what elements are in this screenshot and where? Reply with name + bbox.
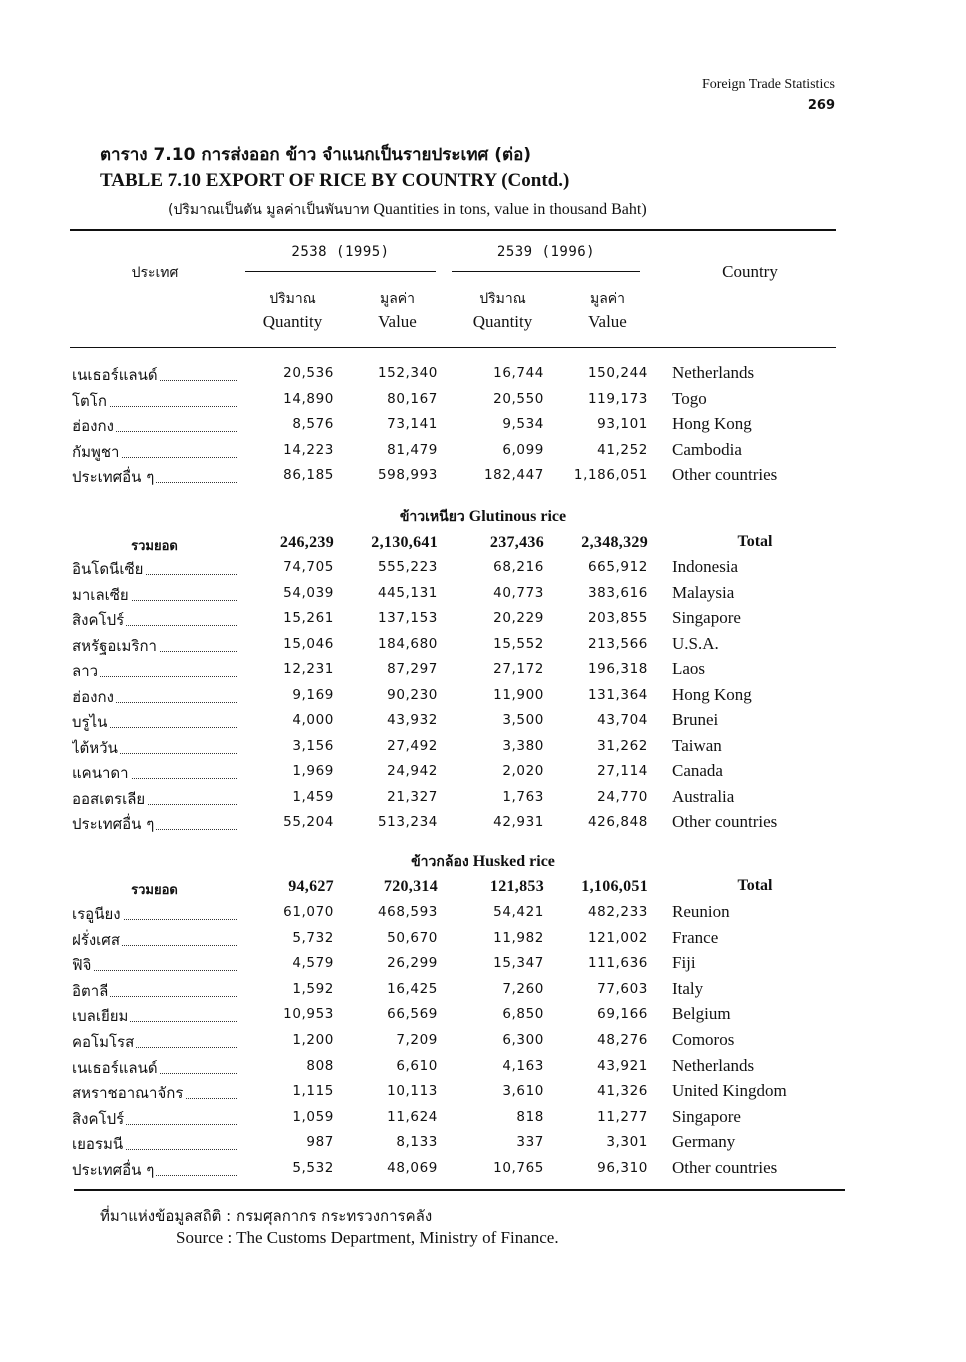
table-row xyxy=(0,465,966,490)
value-1995: 66,569 xyxy=(387,1006,438,1023)
country-name-thai: ฟิจิ xyxy=(72,953,237,977)
total-row xyxy=(0,876,966,901)
value-1995: 27,492 xyxy=(387,737,438,754)
source-note-english: Source : The Customs Department, Ministry of Finance. xyxy=(176,1228,559,1247)
country-name-english: Malaysia xyxy=(672,582,735,602)
quantity-1995: 15,261 xyxy=(283,610,334,626)
table-row xyxy=(0,659,966,684)
value-1996: 196,318 xyxy=(587,661,648,677)
value-1995: 184,680 xyxy=(377,635,438,652)
value-1996: 203,855 xyxy=(587,610,648,626)
quantity-1995: 1,200 xyxy=(292,1032,334,1048)
value-1996: 150,244 xyxy=(587,365,648,381)
country-name-english: Reunion xyxy=(672,902,730,921)
value-1996: 383,616 xyxy=(587,584,648,601)
country-name-english: Comoros xyxy=(672,1030,735,1049)
quantity-1996: 9,534 xyxy=(502,416,544,433)
table-row xyxy=(0,363,966,388)
table-row xyxy=(0,761,966,786)
table-row xyxy=(0,685,966,710)
total-value-1995: 2,130,641 xyxy=(371,534,438,551)
quantity-1995: 4,579 xyxy=(292,955,334,972)
units-note xyxy=(168,199,647,221)
quantity-1995: 61,070 xyxy=(283,904,334,920)
value-1995: 555,223 xyxy=(377,559,438,575)
country-name-english: Other countries xyxy=(672,812,778,831)
country-name-english: Brunei xyxy=(672,710,719,729)
total-quantity-1996: 237,436 xyxy=(489,534,544,551)
value-1995: 468,593 xyxy=(377,904,438,920)
value-1996: 43,704 xyxy=(597,712,648,728)
country-name-english: Laos xyxy=(672,659,706,678)
value-1995: 11,624 xyxy=(387,1108,438,1125)
country-name-thai: แคนาดา xyxy=(72,761,237,785)
country-name-english: Hong Kong xyxy=(672,684,752,704)
value-1996: 48,276 xyxy=(597,1032,648,1048)
total-label-thai: รวมยอด xyxy=(131,883,178,898)
value-1995: 90,230 xyxy=(387,686,438,703)
value-1995: 598,993 xyxy=(377,467,438,484)
country-name-english: Other countries xyxy=(672,465,778,485)
quantity-1995: 20,536 xyxy=(283,365,334,381)
country-name-english: Italy xyxy=(672,978,704,998)
value-1995: 445,131 xyxy=(377,584,438,601)
total-quantity-1996: 121,853 xyxy=(489,878,544,895)
quantity-1996: 68,216 xyxy=(493,559,544,575)
year1-underline xyxy=(245,271,436,272)
quantity-1996: 337 xyxy=(516,1134,544,1151)
quantity-1996: 16,744 xyxy=(493,365,544,381)
value-1995: 513,234 xyxy=(377,814,438,830)
column-header-value-thai-1996: มูลค่า xyxy=(589,291,626,307)
country-name-english: France xyxy=(672,927,719,947)
quantity-1996: 818 xyxy=(516,1108,544,1125)
column-header-year-1995: 2538 (1995) xyxy=(291,244,390,260)
table-row xyxy=(0,736,966,761)
value-1996: 69,166 xyxy=(597,1006,648,1023)
country-name-thai: บรูไน xyxy=(72,710,237,734)
quantity-1995: 1,459 xyxy=(292,788,334,805)
running-header-title: Foreign Trade Statistics xyxy=(701,77,835,92)
country-name-english: Togo xyxy=(672,388,707,408)
value-1996: 3,301 xyxy=(606,1134,648,1151)
table-row xyxy=(0,710,966,735)
table-row xyxy=(0,583,966,608)
country-name-thai: เบลเยียม xyxy=(72,1004,237,1028)
total-quantity-1995: 94,627 xyxy=(288,878,334,895)
country-name-thai: อินโดนีเซีย xyxy=(72,557,237,581)
table-row xyxy=(0,928,966,953)
quantity-1995: 1,592 xyxy=(292,980,334,997)
quantity-1995: 1,969 xyxy=(292,763,334,779)
total-label-english: Total xyxy=(737,533,773,550)
quantity-1996: 20,229 xyxy=(493,610,544,626)
country-name-thai: กัมพูชา xyxy=(72,440,237,464)
quantity-1996: 40,773 xyxy=(493,584,544,601)
value-1995: 152,340 xyxy=(377,365,438,381)
total-label-english: Total xyxy=(737,877,773,894)
value-1995: 16,425 xyxy=(387,980,438,997)
value-1996: 131,364 xyxy=(587,686,648,703)
country-name-english: Cambodia xyxy=(672,439,742,459)
country-name-english: Netherlands xyxy=(672,363,755,382)
value-1996: 482,233 xyxy=(587,904,648,920)
quantity-1996: 15,552 xyxy=(493,635,544,652)
quantity-1995: 55,204 xyxy=(283,814,334,830)
country-name-english: Canada xyxy=(672,761,723,780)
column-header-value-thai-1995: มูลค่า xyxy=(379,291,416,307)
section-heading-husked-english: Husked rice xyxy=(472,853,555,870)
country-name-thai: ฮ่องกง xyxy=(72,685,237,709)
column-header-qty-thai-1996: ปริมาณ xyxy=(479,291,526,307)
quantity-1996: 20,550 xyxy=(493,390,544,407)
value-1996: 93,101 xyxy=(597,416,648,433)
quantity-1996: 6,300 xyxy=(502,1032,544,1048)
value-1995: 7,209 xyxy=(396,1032,438,1048)
quantity-1996: 11,982 xyxy=(493,929,544,946)
value-1996: 1,186,051 xyxy=(573,467,648,484)
quantity-1996: 11,900 xyxy=(493,686,544,703)
value-1996: 43,921 xyxy=(597,1057,648,1074)
running-header xyxy=(702,74,835,116)
value-1995: 21,327 xyxy=(387,788,438,805)
country-name-english: Singapore xyxy=(672,1106,741,1126)
quantity-1996: 54,421 xyxy=(493,904,544,920)
country-name-thai: สิงคโปร์ xyxy=(72,1107,237,1131)
value-1996: 213,566 xyxy=(587,635,648,652)
country-name-thai: ฝรั่งเศส xyxy=(72,928,237,952)
total-label-thai: รวมยอด xyxy=(131,539,178,554)
table-row xyxy=(0,1132,966,1157)
country-name-english: Netherlands xyxy=(672,1055,755,1075)
country-name-thai: สิงคโปร์ xyxy=(72,608,237,632)
table-row xyxy=(0,979,966,1004)
country-name-thai: ไต้หวัน xyxy=(72,736,237,760)
value-1995: 6,610 xyxy=(396,1057,438,1074)
quantity-1995: 10,953 xyxy=(283,1006,334,1023)
value-1996: 121,002 xyxy=(587,929,648,946)
units-note-thai: (ปริมาณเป็นตัน มูลค่าเป็นพันบาท xyxy=(168,202,370,218)
table-row xyxy=(0,557,966,582)
table-top-rule xyxy=(70,229,836,231)
total-row xyxy=(0,532,966,557)
country-name-thai: เยอรมนี xyxy=(72,1132,237,1156)
section-heading-glutinous-english: Glutinous rice xyxy=(468,508,567,525)
section-heading-husked xyxy=(0,851,966,873)
country-name-thai: โตโก xyxy=(72,389,237,413)
value-1996: 77,603 xyxy=(597,980,648,997)
quantity-1995: 15,046 xyxy=(283,635,334,652)
quantity-1995: 1,059 xyxy=(292,1108,334,1125)
table-row xyxy=(0,812,966,837)
quantity-1996: 10,765 xyxy=(493,1160,544,1176)
quantity-1996: 182,447 xyxy=(483,467,544,484)
value-1995: 87,297 xyxy=(387,661,438,677)
country-name-english: Singapore xyxy=(672,608,741,627)
column-header-value-english-1995: Value xyxy=(378,312,417,331)
value-1995: 26,299 xyxy=(387,955,438,972)
country-name-english: U.S.A. xyxy=(672,633,719,653)
column-header-qty-english-1996: Quantity xyxy=(472,312,533,331)
country-name-thai: เนเธอร์แลนด์ xyxy=(72,363,237,387)
header-bottom-rule xyxy=(70,347,836,348)
value-1995: 81,479 xyxy=(387,441,438,458)
country-name-thai: มาเลเซีย xyxy=(72,583,237,607)
country-name-thai: ประเทศอื่น ๆ xyxy=(72,465,237,489)
value-1996: 665,912 xyxy=(587,559,648,575)
value-1996: 426,848 xyxy=(587,814,648,830)
page-number: 269 xyxy=(807,98,835,113)
column-header-qty-english-1995: Quantity xyxy=(262,312,323,331)
quantity-1995: 1,115 xyxy=(292,1083,334,1100)
table-row xyxy=(0,902,966,927)
column-header-country-english: Country xyxy=(722,262,778,281)
value-1996: 27,114 xyxy=(597,763,648,779)
country-name-thai: ลาว xyxy=(72,659,237,683)
table-title-thai: ตาราง 7.10 การส่งออก ข้าว จำแนกเป็นรายประเทศ (ต่อ) xyxy=(100,145,532,165)
quantity-1996: 4,163 xyxy=(502,1057,544,1074)
quantity-1995: 4,000 xyxy=(292,712,334,728)
country-name-thai: สหรัฐอเมริกา xyxy=(72,634,237,658)
value-1995: 137,153 xyxy=(377,610,438,626)
quantity-1995: 8,576 xyxy=(292,416,334,433)
total-quantity-1995: 246,239 xyxy=(279,534,334,551)
section-heading-glutinous xyxy=(0,506,966,528)
quantity-1996: 2,020 xyxy=(502,763,544,779)
value-1996: 119,173 xyxy=(587,390,648,407)
table-row xyxy=(0,787,966,812)
value-1995: 10,113 xyxy=(387,1083,438,1100)
table-row xyxy=(0,440,966,465)
quantity-1996: 6,850 xyxy=(502,1006,544,1023)
quantity-1996: 42,931 xyxy=(493,814,544,830)
value-1996: 24,770 xyxy=(597,788,648,805)
value-1996: 41,252 xyxy=(597,441,648,458)
table-row xyxy=(0,953,966,978)
value-1995: 73,141 xyxy=(387,416,438,433)
quantity-1995: 987 xyxy=(306,1134,334,1151)
quantity-1995: 86,185 xyxy=(283,467,334,484)
table-row xyxy=(0,414,966,439)
table-row xyxy=(0,634,966,659)
section-heading-glutinous-thai: ข้าวเหนียว xyxy=(399,509,465,525)
table-row xyxy=(0,1081,966,1106)
table-title-english: TABLE 7.10 EXPORT OF RICE BY COUNTRY (Contd.) xyxy=(100,170,570,191)
column-header-country-thai: ประเทศ xyxy=(131,265,179,281)
quantity-1996: 15,347 xyxy=(493,955,544,972)
quantity-1996: 3,610 xyxy=(502,1083,544,1100)
quantity-1996: 3,380 xyxy=(502,737,544,754)
quantity-1995: 12,231 xyxy=(283,661,334,677)
value-1996: 41,326 xyxy=(597,1083,648,1100)
total-value-1996: 1,106,051 xyxy=(581,878,648,895)
quantity-1995: 9,169 xyxy=(292,686,334,703)
table-row xyxy=(0,1056,966,1081)
value-1996: 31,262 xyxy=(597,737,648,754)
quantity-1996: 7,260 xyxy=(502,980,544,997)
country-name-english: Belgium xyxy=(672,1004,731,1024)
quantity-1995: 54,039 xyxy=(283,584,334,601)
value-1995: 48,069 xyxy=(387,1160,438,1176)
country-name-thai: เนเธอร์แลนด์ xyxy=(72,1056,237,1080)
table-row xyxy=(0,1158,966,1183)
country-name-thai: คอโมโรส xyxy=(72,1030,237,1054)
country-name-english: Australia xyxy=(672,786,735,806)
table-row xyxy=(0,1030,966,1055)
quantity-1995: 14,223 xyxy=(283,441,334,458)
quantity-1996: 3,500 xyxy=(502,712,544,728)
country-name-thai: อิตาลี xyxy=(72,979,237,1003)
total-value-1996: 2,348,329 xyxy=(581,534,648,551)
table-row xyxy=(0,389,966,414)
value-1996: 11,277 xyxy=(597,1108,648,1125)
country-name-english: Germany xyxy=(672,1132,736,1152)
country-name-english: Taiwan xyxy=(672,735,722,755)
quantity-1995: 3,156 xyxy=(292,737,334,754)
section-heading-husked-thai: ข้าวกล้อง xyxy=(411,854,469,870)
country-name-thai: ออสเตรเลีย xyxy=(72,787,237,811)
quantity-1995: 5,732 xyxy=(292,929,334,946)
column-header-value-english-1996: Value xyxy=(588,312,627,331)
table-row xyxy=(0,1107,966,1132)
table-bottom-rule xyxy=(74,1189,845,1191)
value-1995: 8,133 xyxy=(396,1134,438,1151)
country-name-english: Hong Kong xyxy=(672,414,752,434)
country-name-thai: เรอูนียง xyxy=(72,902,237,926)
quantity-1995: 808 xyxy=(306,1057,334,1074)
quantity-1996: 6,099 xyxy=(502,441,544,458)
total-value-1995: 720,314 xyxy=(383,878,438,895)
value-1995: 24,942 xyxy=(387,763,438,779)
quantity-1996: 1,763 xyxy=(502,788,544,805)
year2-underline xyxy=(452,271,640,272)
source-note-thai: ที่มาแห่งข้อมูลสถิติ : กรมศุลกากร กระทรวงการคลัง xyxy=(100,1207,433,1225)
table-row xyxy=(0,608,966,633)
table-row xyxy=(0,1004,966,1029)
value-1995: 43,932 xyxy=(387,712,438,728)
leader-dots xyxy=(72,970,237,971)
country-name-english: Indonesia xyxy=(672,557,739,576)
country-name-english: Other countries xyxy=(672,1158,778,1177)
units-note-english: Quantities in tons, value in thousand Baht) xyxy=(373,201,647,218)
country-name-thai: ประเทศอื่น ๆ xyxy=(72,1158,237,1182)
column-header-qty-thai-1995: ปริมาณ xyxy=(269,291,316,307)
country-name-english: United Kingdom xyxy=(672,1081,787,1101)
country-name-thai: สหราชอาณาจักร xyxy=(72,1081,237,1105)
quantity-1996: 27,172 xyxy=(493,661,544,677)
value-1995: 80,167 xyxy=(387,390,438,407)
value-1995: 50,670 xyxy=(387,929,438,946)
column-header-year-1996: 2539 (1996) xyxy=(496,244,596,260)
quantity-1995: 74,705 xyxy=(283,559,334,575)
quantity-1995: 5,532 xyxy=(292,1160,334,1176)
quantity-1995: 14,890 xyxy=(283,390,334,407)
country-name-thai: ฮ่องกง xyxy=(72,414,237,438)
country-name-english: Fiji xyxy=(672,953,696,973)
value-1996: 111,636 xyxy=(587,955,648,972)
value-1996: 96,310 xyxy=(597,1160,648,1176)
country-name-thai: ประเทศอื่น ๆ xyxy=(72,812,237,836)
